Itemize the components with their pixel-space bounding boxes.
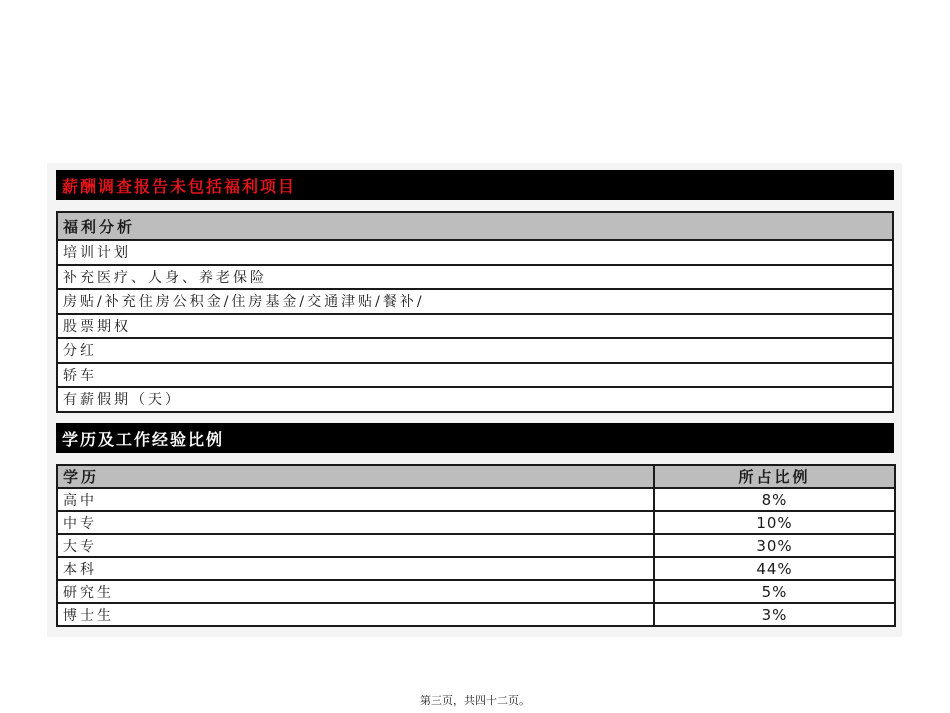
table-row <box>57 265 893 290</box>
table-row <box>57 580 895 603</box>
table-header-row <box>57 465 895 488</box>
table-row <box>57 289 893 314</box>
table-row <box>57 534 895 557</box>
percentage-cell: 8% <box>654 488 895 511</box>
percentage-cell: 5% <box>654 580 895 603</box>
benefit-item: 股票期权 <box>57 314 893 339</box>
table-row <box>57 338 893 363</box>
table-header-row <box>57 212 893 240</box>
table-row <box>57 603 895 626</box>
benefits-header-cell: 福利分析 <box>57 212 893 240</box>
education-level-cell: 中专 <box>57 511 654 534</box>
percentage-cell: 44% <box>654 557 895 580</box>
education-level-header: 学历 <box>57 465 654 488</box>
percentage-cell: 30% <box>654 534 895 557</box>
education-level-cell: 研究生 <box>57 580 654 603</box>
table-row <box>57 387 893 412</box>
benefit-item: 分红 <box>57 338 893 363</box>
benefit-item: 有薪假期（天） <box>57 387 893 412</box>
benefit-item: 培训计划 <box>57 240 893 265</box>
education-level-cell: 博士生 <box>57 603 654 626</box>
table-row <box>57 314 893 339</box>
benefit-item: 轿车 <box>57 363 893 388</box>
percentage-cell: 10% <box>654 511 895 534</box>
education-table <box>56 464 896 627</box>
benefit-item: 房贴/补充住房公积金/住房基金/交通津贴/餐补/ <box>57 289 893 314</box>
percentage-cell: 3% <box>654 603 895 626</box>
page-footer: 第三页，共四十二页。 <box>420 694 530 707</box>
table-row <box>57 511 895 534</box>
benefit-item: 补充医疗、人身、养老保险 <box>57 265 893 290</box>
education-section-title: 学历及工作经验比例 <box>56 423 894 453</box>
benefits-section-title: 薪酬调查报告未包括福利项目 <box>56 170 894 200</box>
table-row <box>57 557 895 580</box>
education-level-cell: 大专 <box>57 534 654 557</box>
table-row <box>57 363 893 388</box>
benefits-table <box>56 211 894 413</box>
education-level-cell: 高中 <box>57 488 654 511</box>
education-level-cell: 本科 <box>57 557 654 580</box>
table-row <box>57 240 893 265</box>
percentage-header: 所占比例 <box>654 465 895 488</box>
table-row <box>57 488 895 511</box>
